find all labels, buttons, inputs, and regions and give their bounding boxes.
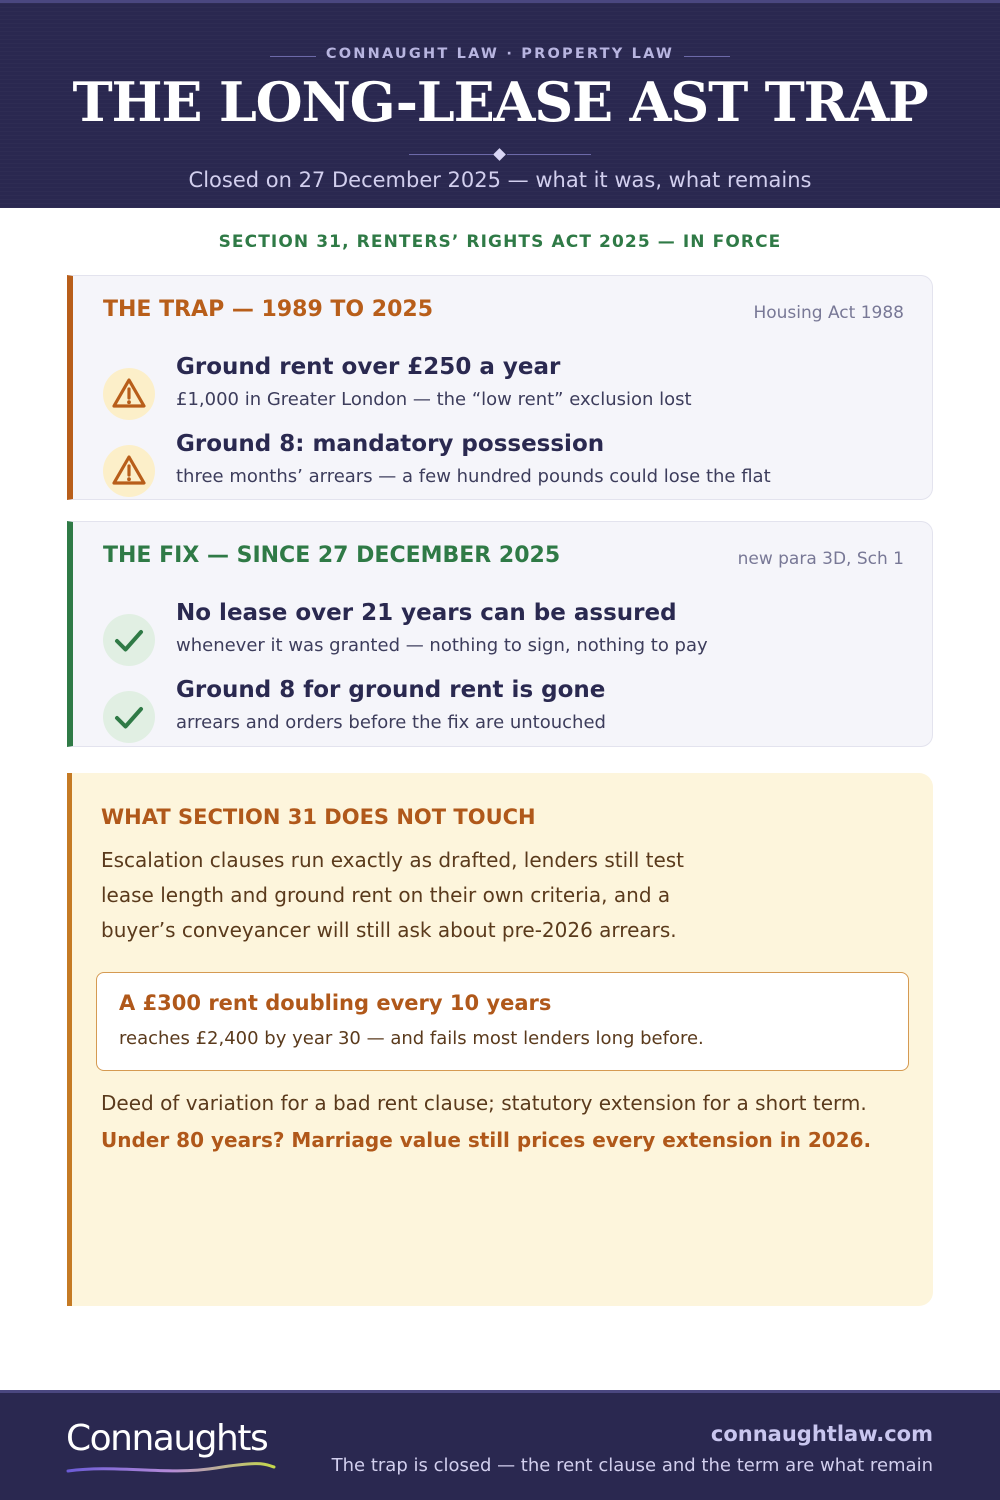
not-touch-title: WHAT SECTION 31 DOES NOT TOUCH [101, 805, 536, 829]
section-label: SECTION 31, RENTERS’ RIGHTS ACT 2025 — IN FORCE [218, 232, 782, 252]
fix-item-subtitle: arrears and orders before the fix are untouched [176, 712, 606, 733]
paragraph-line: buyer’s conveyancer will still ask about pre-2026 arrears. [101, 918, 677, 942]
trap-item [103, 431, 903, 495]
header-top-rule [0, 0, 1000, 3]
trap-item-subtitle: £1,000 in Greater London — the “low rent” exclusion lost [176, 389, 692, 410]
logo-swoosh-icon [66, 1462, 276, 1476]
fix-item-title: No lease over 21 years can be assured [176, 600, 677, 626]
check-icon [103, 691, 155, 743]
fix-card [67, 521, 933, 747]
fix-item [103, 677, 903, 741]
remedy-text: Deed of variation for a bad rent clause; statutory extension for a short term. [101, 1091, 867, 1115]
footer-top-rule [0, 1390, 1000, 1393]
trap-item-title: Ground 8: mandatory possession [176, 431, 605, 457]
diamond-ornament-icon [493, 148, 506, 161]
connaughts-logo [66, 1418, 286, 1478]
title-divider-left [409, 154, 493, 155]
fix-item-title: Ground 8 for ground rent is gone [176, 677, 606, 703]
example-callout [96, 972, 909, 1071]
logo-text: Connaughts [66, 1418, 268, 1459]
footer [0, 1390, 1000, 1500]
example-title: A £300 rent doubling every 10 years [119, 991, 552, 1015]
check-icon [103, 614, 155, 666]
marriage-value-warning: Under 80 years? Marriage value still prices every extension in 2026. [101, 1128, 872, 1152]
fix-card-title: THE FIX — SINCE 27 DECEMBER 2025 [103, 543, 561, 568]
kicker-rule-right [684, 56, 730, 57]
footer-tagline: The trap is closed — the rent clause and the term are what remain [331, 1455, 933, 1476]
trap-card-title: THE TRAP — 1989 TO 2025 [103, 297, 434, 322]
header-kicker: CONNAUGHT LAW · PROPERTY LAW [325, 46, 675, 62]
warning-icon [103, 368, 155, 420]
title-divider-right [507, 154, 591, 155]
warning-icon [103, 445, 155, 497]
fix-item [103, 600, 903, 664]
page-title: THE LONG-LEASE AST TRAP [72, 70, 928, 134]
fix-card-reference: new para 3D, Sch 1 [737, 549, 904, 569]
paragraph-line: Escalation clauses run exactly as drafted, lenders still test [101, 848, 685, 872]
not-touch-paragraph [101, 843, 741, 948]
example-subtitle: reaches £2,400 by year 30 — and fails most lenders long before. [119, 1028, 704, 1049]
trap-card-reference: Housing Act 1988 [753, 303, 904, 323]
trap-card [67, 275, 933, 500]
fix-item-subtitle: whenever it was granted — nothing to sign, nothing to pay [176, 635, 708, 656]
not-touch-panel [67, 773, 933, 1306]
trap-item [103, 354, 903, 418]
paragraph-line: lease length and ground rent on their own criteria, and a [101, 883, 671, 907]
header-banner [0, 0, 1000, 208]
website-link[interactable]: connaughtlaw.com [710, 1422, 933, 1446]
trap-item-subtitle: three months’ arrears — a few hundred pounds could lose the flat [176, 466, 771, 487]
trap-item-title: Ground rent over £250 a year [176, 354, 561, 380]
page-subtitle: Closed on 27 December 2025 — what it was, what remains [188, 168, 812, 192]
